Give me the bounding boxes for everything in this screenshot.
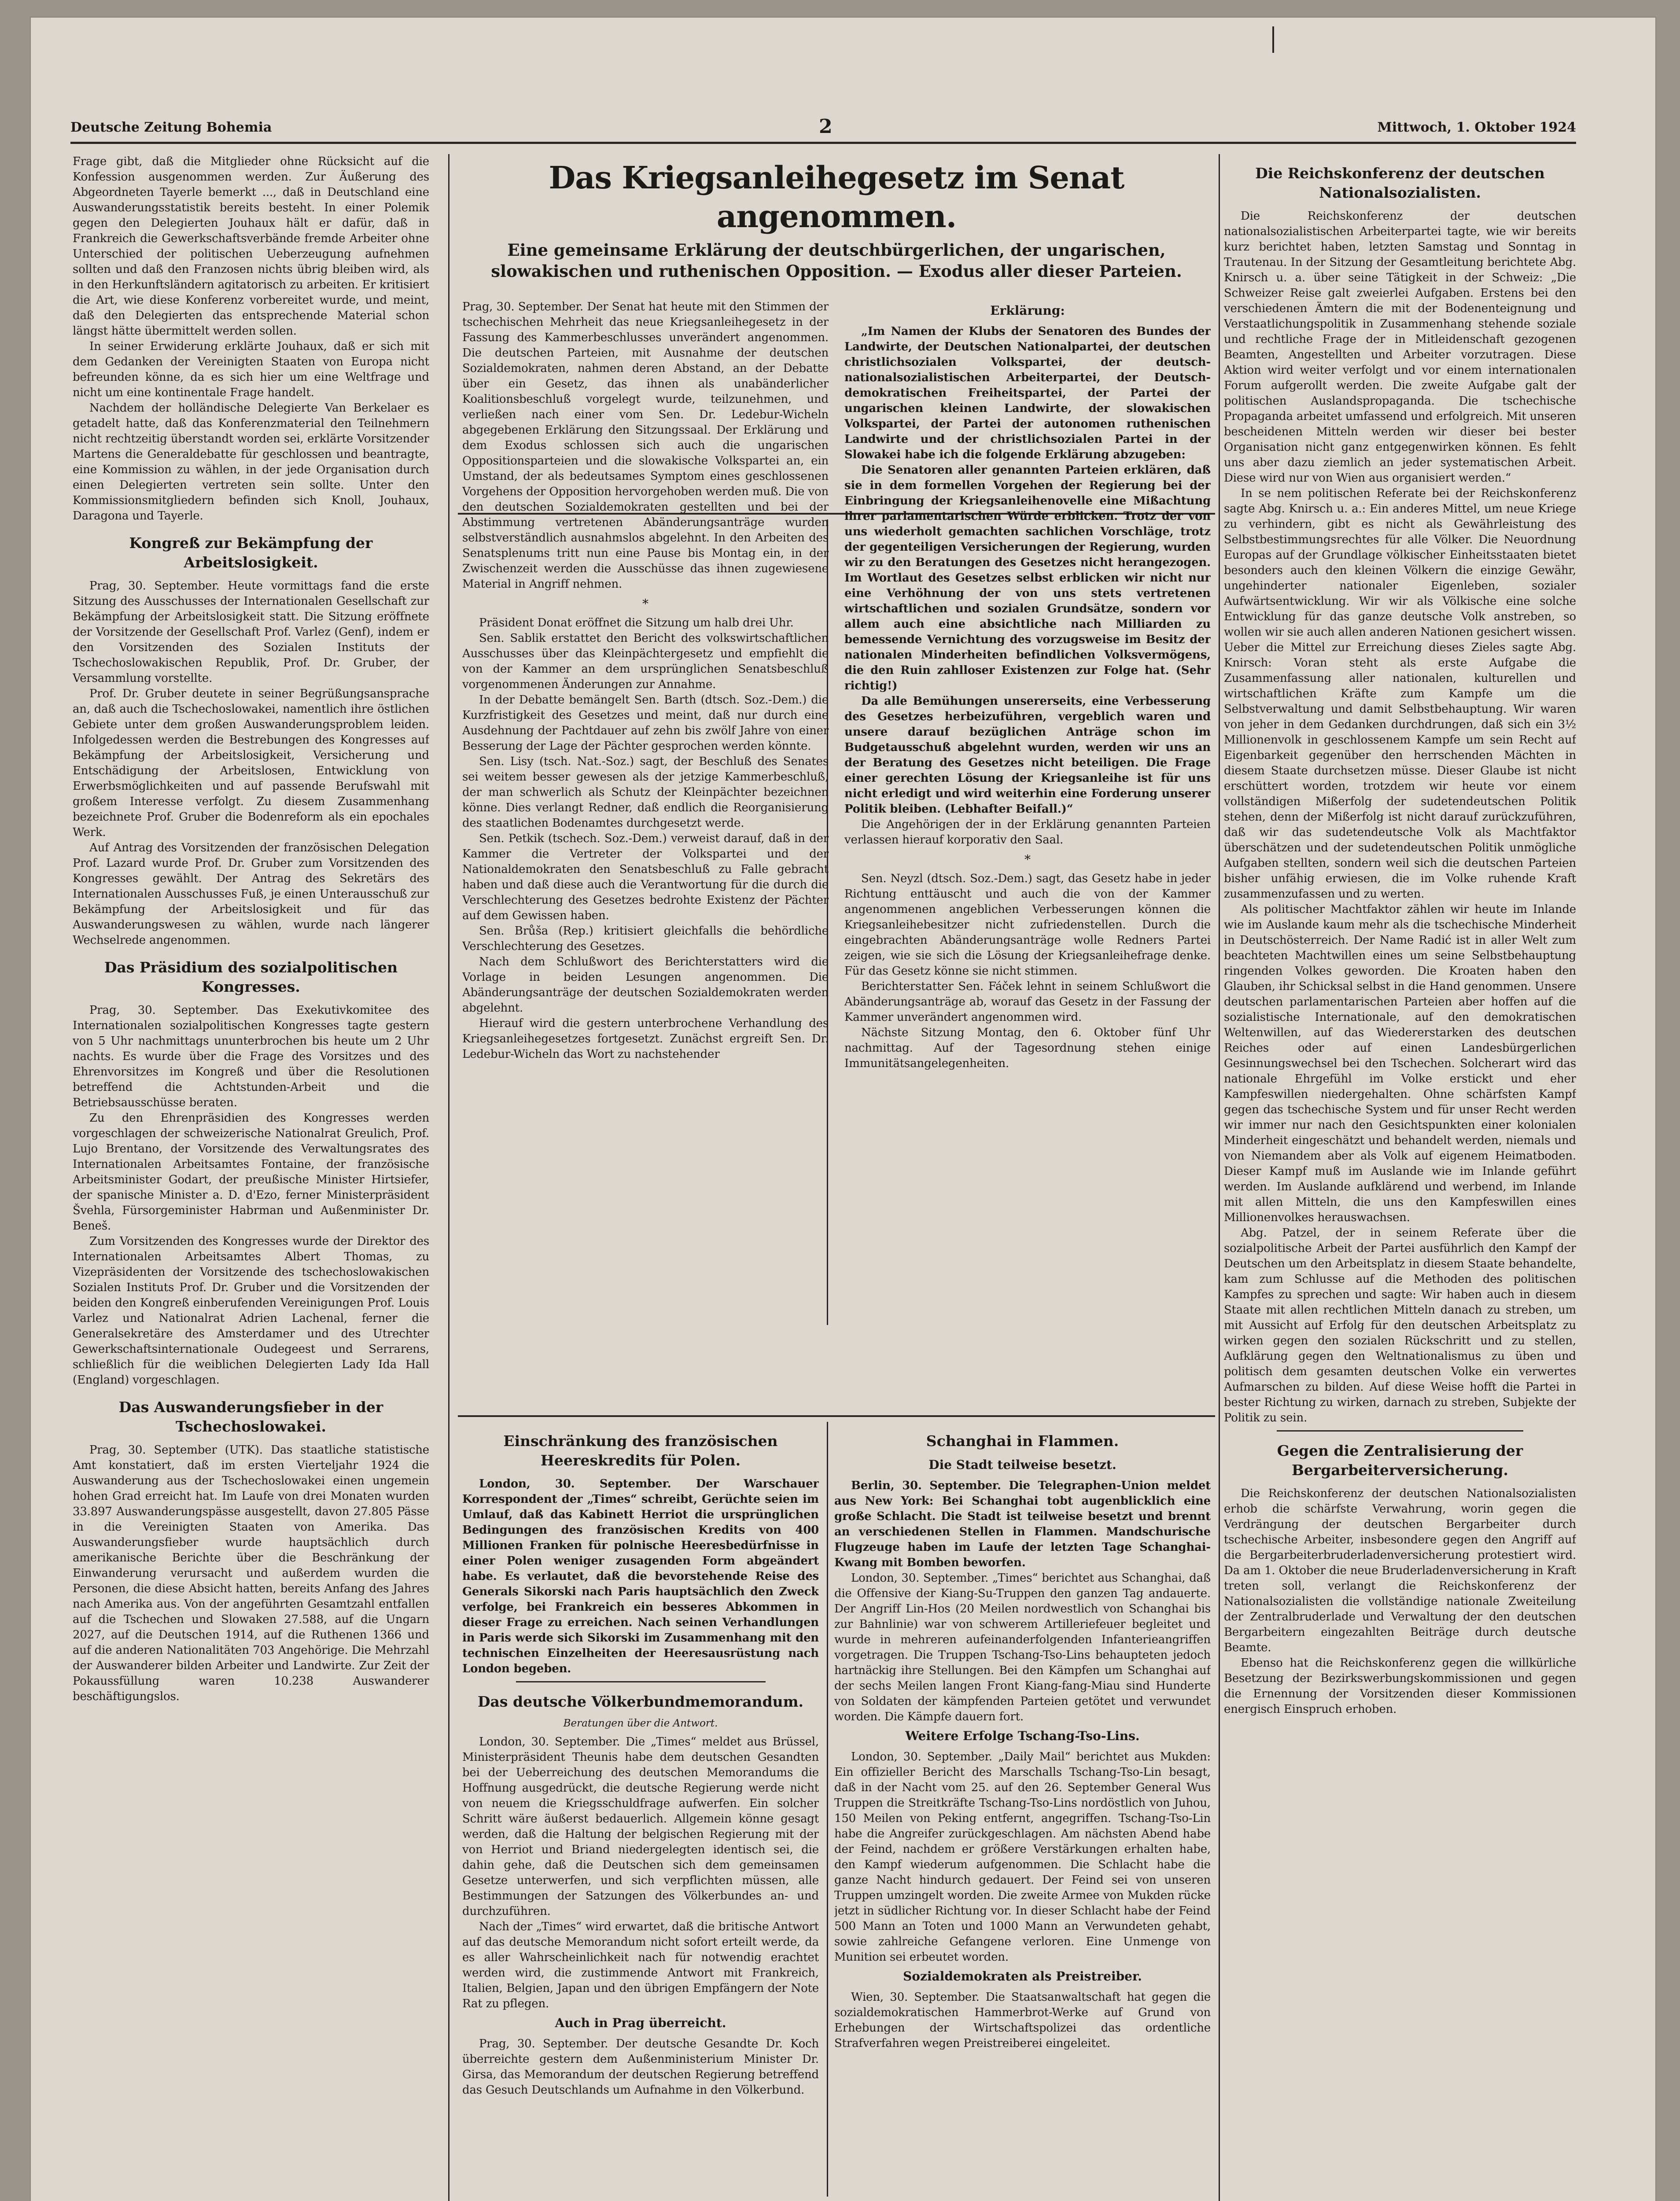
article-headline: Schanghai in Flammen. [926, 1432, 1119, 1450]
article-subheadline: Weitere Erfolge Tschang-Tso-Lins. [905, 1729, 1140, 1743]
column-rule [1219, 154, 1220, 2201]
separator-star: * [1024, 852, 1031, 867]
article-headline: Kongreß zur Bekämpfung der Arbeitslosigkeit. [129, 534, 373, 571]
article-text: Auf Antrag des Vorsitzenden der französischen Delegation Prof. Lazard wurde Prof. Dr. Gruber zum Vorsitzenden des Kongresses gewählt. Der Antrag des Sekretärs des Internationalen Ausschusses Fuß, je einen Unterausschuß zur Bekämpfung der Arbeitslosigkeit und für das Auswanderungswesen zu wählen, wurde nach längerer Wechselrede angenommen. [73, 841, 429, 947]
separator-star: * [642, 596, 648, 611]
divider [516, 1681, 766, 1682]
page-number: 2 [819, 115, 833, 138]
issue-date: Mittwoch, 1. Oktober 1924 [1377, 120, 1576, 135]
article-subheadline: Beratungen über die Antwort. [563, 1718, 718, 1729]
article-text: Die Reichskonferenz der deutschen Nationalsozialisten erhob die schärfste Verwahrung, worin gegen die Verdrängung der deutschen Bergarbeiter durch tschechische Arbeiter, insbesondere gegen den Angriff auf die Bergarbeiterbruderladenversicherung protestiert wird. Da am 1. Oktober die neue Bruderladenversicherung in Kraft treten soll, verlangt die Reichskonferenz der Nationalsozialisten die vollständige nationale Zweiteilung der Zentralbruderlade und Verwaltung der den deutschen Bergarbeitern eingezahlten Beiträge durch deutsche Beamte. [1224, 1487, 1576, 1654]
article-text: In se nem politischen Referate bei der Reichskonferenz sagte Abg. Knirsch u. a.: Ein anderes Mittel, um neue Kriege zu verhindern, gibt es nicht als Gewährleistung des Selbstbestimmungsrechtes für alle Völker. Die Neuordnung Europas auf der Grundlage völkischer Einheitsstaaten bietet besonders auch den kleinen Völkern die einzige Gewähr, ungehinderter nationaler Eigenleben, sozialer Aufwärtsentwicklung. Wir wir als Völkische eine solche Entwicklung für das ganze deutsche Volk anstreben, so wollen wir sie auch allen anderen Nationen gesichert wissen. Ueber die Mittel zur Erreichung dieses Zieles sagte Abg. Knirsch: Voran steht als erste Aufgabe die Zusammenfassung aller nationalen, kulturellen und wirtschaftlichen Kräfte zum Kampfe um die Selbstverwaltung und damit Selbstbehauptung. Wir waren von jeher in dem Gedanken durchdrungen, daß sich ein 3½ Millionenvolk in geschlossenem Kampfe um sein Recht auf Eigenbarkeit gegenüber den herrschenden Mächten in diesem Staate durchsetzen müsse. Dieser Glaube ist nicht erschüttert worden, trotzdem wir heute vor einem vollständigen Mißerfolg der sudetendeutschen Politik stehen, denn der Mißerfolg ist nicht darauf zurückzuführen, daß wir das sudetendeutsche Volk als Machtfaktor überschätzen und der sudetendeutschen Politik unmögliche Aufgaben stellten, sondern weil sich die deutschen Parteien bisher unfähig erwiesen, die im Volke ruhende Kraft zusammenzufassen und zu werten. [1224, 487, 1576, 901]
lead-article [462, 154, 1211, 1417]
article-text: Hierauf wird die gestern unterbrochene Verhandlung des Kriegsanleihegesetzes fortgesetzt. Zunächst ergreift Sen. Dr. Ledebur-Wicheln das Wort zu nachstehender [462, 1017, 829, 1061]
article-text: Berlin, 30. September. Die Telegraphen-Union meldet aus New York: Bei Schanghai tobt augenblicklich eine große Schlacht. Die Stadt ist teilweise besetzt und brennt an verschiedenen Stellen in Flammen. Mandschurische Flugzeuge haben im Laufe der letzten Tage Schanghai-Kwang mit Bomben beworfen. [834, 1479, 1211, 1569]
article-text: In seiner Erwiderung erklärte Jouhaux, daß er sich mit dem Gedanken der Vereinigten Staaten von Europa nicht befreunden könne, da es sich hier um eine Weltfrage und nicht um eine kontinentale Frage handelt. [73, 340, 429, 399]
article-text: Sen. Petkik (tschech. Soz.-Dem.) verweist darauf, daß in der Kammer die Vertreter der Volkspartei und der Nationaldemokraten den Senatsbeschluß zu Falle gebracht haben und daß diese auch die Verantwortung für die durch die Verschlechterung des Gesetzes bedrohte Existenz der Pächter auf dem Gewissen haben. [462, 832, 829, 922]
lead-headline: Das Kriegsanleihegesetz im Senat angenommen. [549, 159, 1124, 235]
article-text: Prag, 30. September (UTK). Das staatliche statistische Amt konstatiert, daß im ersten Vierteljahr 1924 die Auswanderung aus der Tschechoslowakei einen ungemein hohen Grad erreicht hat. Im Laufe von drei Monaten wurden 33.897 Auswanderungspässe ausgestellt, davon 27.805 Pässe in die Vereinigten Staaten von Amerika. Das Auswanderungsfieber wurde hauptsächlich durch amerikanische Berichte über die Beschränkung der Einwanderung verursacht und außerdem wurden die Personen, die diese Absicht hatten, bereits Anfang des Jahres nach Amerika aus. Von der angeführten Gesamtzahl entfallen auf die Tschechen und Slowaken 27.588, auf die Ungarn 2027, auf die Deutschen 1914, auf die Ruthenen 1366 und auf die anderen Nationalitäten 703 Angehörige. Die Mehrzahl der Auswanderer bilden Arbeiter und Landwirte. Zur Zeit der Pokaussfüllung waren 10.238 Auswanderer beschäftigungslos. [73, 1443, 429, 1703]
article-text: Zum Vorsitzenden des Kongresses wurde der Direktor des Internationalen Arbeitsamtes Albert Thomas, zu Vizepräsidenten der Vorsitzende des tschechoslowakischen Sozialen Instituts Prof. Dr. Gruber und die Vorsitzenden der beiden den Kongreß einberufenden Vereinigungen Prof. Louis Varlez und Nationalrat Adrien Lachenal, ferner die Generalsekretäre des Amsterdamer und des Utrechter Gewerkschaftsinternationale Oudegeest und Serrarens, schließlich für die weiblichen Delegierten Lady Ida Hall (England) vorgeschlagen. [73, 1235, 429, 1387]
divider [1277, 1430, 1523, 1432]
article-text: Berichterstatter Sen. Fáček lehnt in seinem Schlußwort die Abänderungsanträge ab, worauf das Gesetz in der Fassung der Kammer unverändert angenommen wird. [844, 980, 1211, 1024]
article-text: Ebenso hat die Reichskonferenz gegen die willkürliche Besetzung der Bezirkswerbungskommissionen und gegen die Ernennung der Vorsitzenden dieser Kommissionen energisch Einspruch erhoben. [1224, 1656, 1576, 1716]
article-subheadline: Sozialdemokraten als Preistreiber. [903, 1969, 1142, 1984]
column-rule [827, 1422, 828, 2197]
article-text: Zu den Ehrenpräsidien des Kongresses werden vorgeschlagen der schweizerische Nationalrat Greulich, Prof. Lujo Brentano, der Vorsitzende des Verwaltungsrates des Internationalen Arbeitsamtes Fontaine, der französische Arbeitsminister Godart, der preußische Minister Hirtsiefer, der spanische Minister a. D. d'Ezo, ferner Ministerpräsident Švehla, Fürsorgeminister Habrman und Außenminister Dr. Beneš. [73, 1112, 429, 1233]
article-text: Sen. Lisy (tsch. Nat.-Soz.) sagt, der Beschluß des Senates sei weitem besser gewesen als der jetzige Kammerbeschluß, der man schwerlich als Schutz der Kleinpächter bezeichnen könne. Dies verlangt Redner, daß endlich die Reorganisierung des staatlichen Bodenamtes durchgesetzt werde. [462, 755, 829, 830]
article-headline: Die Reichskonferenz der deutschen Nationalsozialisten. [1255, 165, 1545, 201]
article-text: Sen. Sablik erstattet den Bericht des volkswirtschaftlichen Ausschusses über das Kleinpächtergesetz und empfiehlt die von der Kammer an dem ursprünglichen Senatsbeschluß vorgenommenen Änderungen zur Annahme. [462, 632, 829, 691]
lead-subheadline: Eine gemeinsame Erklärung der deutschbürgerlichen, der ungarischen, slowakischen und ruthenischen Opposition. — Exodus aller dieser Parteien. [491, 240, 1182, 281]
article-text: Präsident Donat eröffnet die Sitzung um halb drei Uhr. [479, 616, 794, 629]
article-text: Prag, 30. September. Der deutsche Gesandte Dr. Koch überreichte gestern dem Außenministerium Minister Dr. Girsa, das Memorandum der deutschen Regierung betreffend das Gesuch Deutschlands um Aufnahme in den Völkerbund. [462, 2037, 819, 2097]
column-3-lower [834, 1422, 1211, 2197]
article-text: „Im Namen der Klubs der Senatoren des Bundes der Landwirte, der Deutschen Nationalpartei, der deutschen christlichsozialen Volkspartei, der deutsch-nationalsozialistischen Arbeiterpartei, der Deutsch-demokratischen Freiheitspartei, der Partei der ungarischen kleinen Landwirte, der slowakischen Volkspartei, der Partei der autonomen ruthenischen Landwirte und der christlichsozialen Partei in der Slowakei habe ich die folgende Erklärung abzugeben: [844, 325, 1211, 461]
article-text: Als politischer Machtfaktor zählen wir heute im Inlande wie im Auslande kaum mehr als die tschechische Minderheit in Deutschösterreich. Der Name Radić ist in aller Welt zum beachteten Machtwillen eines um seine Selbstbehauptung ringenden Volkes geworden. Die Kroaten haben den Glauben, ihr Schicksal selbst in die Hand genommen. Unsere deutschen parlamentarischen Parteien aber hoffen auf die sozialistische Internationale, auf den demokratischen Weltenwillen, auf das Wiedererstarken des deutschen Reiches oder auf einen Landesbürgerlichen Gesinnungswechsel bei den Tschechen. Solcherart wird das nationale Ehrgefühl im Volke erstickt und eher Kampfeswillen niedergehalten. Ohne schärfsten Kampf gegen das tschechische System und für unser Recht werden wir immer nur nach den Gesichtspunkten einer kolonialen Minderheit eingeschätzt und behandelt werden, niemals und von Niemandem aber als Volk auf eigenem Heimatboden. Dieser Kampf muß im Auslande wie im Inlande geführt werden. Im Auslande aufklärend und werbend, im Inlande mit allen Mitteln, die uns den Kampfeswillen eines Millionenvolkes herauswachsen. [1224, 903, 1576, 1224]
lead-article-left [462, 299, 829, 1071]
page-header [70, 115, 1576, 144]
article-text: Nach dem Schlußwort des Berichterstatters wird die Vorlage in beiden Lesungen angenommen. Die Abänderungsanträge der deutschen Sozialdemokraten werden abgelehnt. [462, 955, 829, 1015]
article-text: Die Senatoren aller genannten Parteien erklären, daß sie in dem formellen Vorgehen der Regierung bei der Einbringung der Kriegsanleihenovelle eine Mißachtung ihrer parlamentarischen Würde erblicken. Trotz der von uns wiederholt gemachten sachlichen Vorschläge, trotz der gegenteiligen Versicherungen der Regierung, wurden wir zu den Beratungen des Gesetzes nicht herangezogen. Im Wortlaut des Gesetzes selbst erblicken wir nicht nur eine Verhöhnung der von uns stets vertretenen wirtschaftlichen und sozialen Grundsätze, sondern vor allem auch eine absichtliche nach Milliarden zu bemessende Vernichtung des vorzugsweise im Besitz der nationalen Minderheiten befindlichen Volksvermögens, die den Ruin zahlloser Existenzen zur Folge hat. (Sehr richtig!) [844, 464, 1211, 692]
article-text: Nachdem der holländische Delegierte Van Berkelaer es getadelt hatte, daß das Konferenzmaterial den Teilnehmern nicht rechtzeitig überstandt worden sei, erklärte Vorsitzender Martens die Generaldebatte für geschlossen und beantragte, eine Kommission zu wählen, in der jede Organisation durch einen Delegierten vertreten sein sollte. Unter den Kommissionsmitgliedern befinden sich Knoll, Jouhaux, Daragona und Tayerle. [73, 401, 429, 523]
article-text: London, 30. September. Der Warschauer Korrespondent der „Times“ schreibt, Gerüchte seien im Umlauf, daß das Kabinett Herriot die ursprünglichen Bedingungen des französischen Kredits von 400 Millionen Franken für polnische Heeresbedürfnisse in einer Polen weniger zusagenden Form abgeändert habe. Es verlautet, daß die bevorstehende Reise des Generals Sikorski nach Paris hauptsächlich den Zweck verfolge, bei Frankreich ein besseres Abkommen in dieser Frage zu erreichen. Nach seinen Verhandlungen in Paris werde sich Sikorski im Zusammenhang mit den technischen Einzelheiten der Heeresausrüstung nach London begeben. [462, 1477, 819, 1675]
column-rule [448, 154, 449, 2201]
article-text: Wien, 30. September. Die Staatsanwaltschaft hat gegen die sozialdemokratischen Hammerbrot-Werke auf Grund von Erhebungen der Wirtschaftspolizei das ordentliche Strafverfahren wegen Preistreiberei eingeleitet. [834, 1991, 1211, 2050]
article-text: Die Angehörigen der in der Erklärung genannten Parteien verlassen hierauf korporativ den Saal. [844, 818, 1211, 847]
article-subheadline: Die Stadt teilweise besetzt. [928, 1458, 1116, 1472]
article-text: Frage gibt, daß die Mitglieder ohne Rücksicht auf die Konfession ausgenommen werden. Zur Äußerung des Abgeordneten Tayerle bemerkt ..., daß in Deutschland eine Auswanderungsstatistik bereits besteht. In einer Polemik gegen den Delegierten Jouhaux hält er dafür, daß in Frankreich die Gewerkschaftsverbände fremde Arbeiter ohne Unterschied der politischen Ueberzeugung aufnehmen sollten und daß den Franzosen nichts übrig bleiben wird, als in den Herkunftsländern agitatorisch zu arbeiten. Er kritisiert die Art, wie diese Konferenz vorbereitet wurde, und meint, daß den Delegierten das entsprechende Material schon längst hätte übermittelt werden sollen. [73, 155, 429, 338]
column-2-lower [462, 1422, 819, 2197]
article-text: Sen. Brůša (Rep.) kritisiert gleichfalls die behördliche Verschlechterung des Gesetzes. [462, 924, 829, 953]
article-text: Da alle Bemühungen unsererseits, eine Verbesserung des Gesetzes herbeizuführen, vergeblich waren und unsere darauf bezüglichen Anträge schon im Budgetausschuß abgelehnt wurden, werden wir uns an der Beratung des Gesetzes nicht beteiligen. Die Frage einer gerechten Lösung der Kriegsanleihe ist für uns nicht erledigt und wird weiterhin eine Forderung unserer Politik bleiben. (Lebhafter Beifall.)“ [844, 695, 1211, 816]
article-text: Sen. Neyzl (dtsch. Soz.-Dem.) sagt, das Gesetz habe in jeder Richtung enttäuscht und auch die von der Kammer angenommenen angeblichen Verbesserungen können die Kriegsanleihebesitzer nicht zufriedenstellen. Durch die eingebrachten Abänderungsanträge wolle Redners Partei zeigen, wie sie sich die Lösung der Kriegsanleihefrage denke. Für das Gesetz könne sie nicht stimmen. [844, 872, 1211, 978]
article-headline: Gegen die Zentralisierung der Bergarbeiterversicherung. [1277, 1442, 1523, 1479]
newspaper-name: Deutsche Zeitung Bohemia [70, 120, 272, 135]
article-text: Prof. Dr. Gruber deutete in seiner Begrüßungsansprache an, daß auch die Tschechoslowakei, namentlich ihre östlichen Gebiete unter dem großen Auswanderungsproblem leiden. Infolgedessen werden die Bestrebungen des Kongresses auf Bekämpfung der Arbeitslosigkeit, Versicherung und Entschädigung der Arbeitslosen, Entwicklung von Erwerbsmöglichkeiten und auf passende Berufswahl mit großem Interesse verfolgt. Zu diesem Zusammenhang bezeichnete Prof. Gruber die Bodenreform als ein epochales Werk. [73, 687, 429, 839]
article-text: Prag, 30. September. Das Exekutivkomitee des Internationalen sozialpolitischen Kongresses tagte gestern von 5 Uhr nachmittags ununterbrochen bis heute um 2 Uhr nachts. Es wurde über die Frage des Vorsitzes und des Ehrenvorsitzes im Kongreß und über die Resolutionen betreffend die Achtstunden-Arbeit und die Betriebsausschüsse beraten. [73, 1004, 429, 1109]
article-text: Die Reichskonferenz der deutschen nationalsozialistischen Arbeiterpartei tagte, wie wir bereits kurz berichtet haben, letzten Samstag und Sonntag in Trautenau. In der Sitzung der Gesamtleitung berichtete Abg. Knirsch u. a. über seine Tätigkeit in der Schweiz: „Die Schweizer Reise galt zweierlei Aufgaben. Erstens bei den verschiedenen Ämtern die mit der Bodenenteignung und Verstaatlichungspolitik in Zusammenhang stehende soziale und rechtliche Frage der in Mitleidenschaft gezogenen Beamten, Angestellten und Arbeiter vorzutragen. Diese Aktion wird weiter verfolgt und vor einem internationalen Forum aufgerollt werden. Die zweite Aufgabe galt der politischen Auslandspropaganda. Die tschechische Propaganda arbeitet umfassend und erfolgreich. Mit unseren bescheidenen Mitteln werden wir dieser bei bester Organisation nicht ganz entgegenwirken können. Es fehlt uns aber dazu ziemlich an jeder systematischen Arbeit. Diese wird nur von Wien aus organisiert werden.“ [1224, 210, 1576, 485]
declaration-title: Erklärung: [990, 303, 1065, 318]
lead-article-right [844, 299, 1211, 1071]
article-headline: Das deutsche Völkerbundmemorandum. [477, 1693, 804, 1710]
column-1 [73, 154, 429, 2201]
article-headline: Das Auswanderungsfieber in der Tschechoslowakei. [118, 1399, 383, 1435]
article-text: Prag, 30. September. Heute vormittags fand die erste Sitzung des Ausschusses der Internationalen Gesellschaft zur Bekämpfung der Arbeitslosigkeit statt. Die Sitzung eröffnete der Vorsitzende der Gesellschaft Prof. Varlez (Genf), indem er den Vorsitzenden des Sozialen Instituts der Tschechoslowakischen Republik, Prof. Dr. Gruber, der Versammlung vorstellte. [73, 579, 429, 685]
article-subheadline: Auch in Prag überreicht. [555, 2016, 726, 2030]
article-text: London, 30. September. „Times“ berichtet aus Schanghai, daß die Offensive der Kiang-Su-Truppen den ganzen Tag andauerte. Der Angriff Lin-Hos (20 Meilen nordwestlich von Schanghai bis zur Bahnlinie) war von schwerem Artilleriefeuer begleitet und wurde in mehreren aufeinanderfolgenden Infanterieangriffen vorgetragen. Die Truppen Tschang-Tso-Lins behaupteten jedoch hartnäckig ihre Stellungen. Bei den Kämpfen um Schanghai auf der sechs Meilen langen Front Kiang-fang-Miau sind Hunderte von Soldaten der kämpfenden Parteien getötet und verwundet worden. Die Kämpfe dauern fort. [834, 1572, 1211, 1723]
article-headline: Das Präsidium des sozialpolitischen Kongresses. [104, 959, 398, 995]
article-text: Nach der „Times“ wird erwartet, daß die britische Antwort auf das deutsche Memorandum nicht sofort erteilt werde, da es aller Wahrscheinlichkeit nach für notwendig erachtet werden wird, die zustimmende Antwort mit Frankreich, Italien, Belgien, Japan und den übrigen Empfängern der Note Rat zu pflegen. [462, 1920, 819, 2010]
article-headline: Einschränkung des französischen Heereskredits für Polen. [503, 1432, 778, 1469]
article-text: London, 30. September. „Daily Mail“ berichtet aus Mukden: Ein offizieller Bericht des Marschalls Tschang-Tso-Lin besagt, daß in der Nacht vom 25. auf den 26. September General Wus Truppen die Streitkräfte Tschang-Tso-Lins nordöstlich von Juhou, 150 Meilen von Peking entfernt, angegriffen. Tschang-Tso-Lin habe die Angreifer zurückgeschlagen. Am nächsten Abend habe der Feind, nachdem er größere Verstärkungen erhalten habe, den Kampf wiederum aufgenommen. Die Schlacht habe die ganze Nacht hindurch gedauert. Der Feind sei von unseren Truppen umzingelt worden. Die zweite Armee von Mukden rücke jetzt in südlicher Richtung vor. In dieser Schlacht habe der Feind 500 Mann an Toten und 1000 Mann an Verwundeten gehabt, sowie zahlreiche Gefangene verloren. Eine Unmenge von Munition sei erbeutet worden. [834, 1750, 1211, 1964]
article-text: In der Debatte bemängelt Sen. Barth (dtsch. Soz.-Dem.) die Kurzfristigkeit des Gesetzes und meint, daß nur durch eine Ausdehnung der Pachtdauer auf zehn bis zwölf Jahre von einer Besserung der Lage der Pächter gesprochen werden könnte. [462, 693, 829, 753]
article-text: Prag, 30. September. Der Senat hat heute mit den Stimmen der tschechischen Mehrheit das neue Kriegsanleihegesetz in der Fassung des Kammerbeschlusses unverändert angenommen. Die deutschen Parteien, mit Ausnahme der deutschen Sozialdemokraten, nahmen deren Abstand, an der Debatte über ein Gesetz, das ihnen als unabänderlicher Koalitionsbeschluß vorgelegt wurde, teilzunehmen, und verließen nach einer vom Sen. Dr. Ledebur-Wicheln abgegebenen Erklärung den Sitzungssaal. Der Erklärung und dem Exodus schlossen sich auch die ungarischen Oppositionsparteien und die slowakische Volkspartei an, ein Umstand, der als bedeutsames Symptom eines geschlossenen Vorgehens der Opposition hervorgehoben werden muß. Die von den deutschen Sozialdemokraten gestellten und bei der Abstimmung vertretenen Abänderungsanträge wurden selbstverständlich ausnahmslos abgelehnt. In den Arbeiten des Senatsplenums tritt nun eine Pause bis Montag ein, in der Zwischenzeit werden die Ausschüsse das ihnen zugewiesene Material in Angriff nehmen. [462, 300, 829, 591]
page-mark [1272, 26, 1274, 53]
column-4 [1224, 154, 1576, 2201]
article-text: London, 30. September. Die „Times“ meldet aus Brüssel, Ministerpräsident Theunis habe dem deutschen Gesandten bei der Ueberreichung des deutschen Memorandums die Hoffnung ausgedrückt, die deutsche Regierung werde nicht von neuem die Kriegsschuldfrage aufwerfen. Ein solcher Schritt wäre äußerst bedauerlich. Allgemein könne gesagt werden, daß die Haltung der belgischen Regierung mit der von Herriot und Briand niedergelegten identisch sei, die dahin gehe, daß die Deutschen sich dem gemeinsamen Gesetze unterwerfen, und sich verpflichten müssen, alle Bestimmungen der Satzungen des Völkerbundes an- und durchzuführen. [462, 1735, 819, 1918]
article-text: Abg. Patzel, der in seinem Referate über die sozialpolitische Arbeit der Partei ausführlich den Kampf der Deutschen um den Arbeitsplatz in diesem Staate behandelte, kam zum Schlusse auf die Methoden des politischen Kampfes zu sprechen und sagte: Wir haben auch in diesem Staate mit allen rechtlichen Mitteln danach zu streben, um mit Aussicht auf Erfolg für den deutschen Arbeitsplatz zu wirken gegen den sozialen Rückschritt und zu stellen, Aufklärung gegen den Weltnationalismus zu üben und politisch dem gesamten deutschen Volke ein verwertes Aufmarschen zu bilden. Auf diese Weise hofft die Partei in bester Richtung zu wirken, darnach zu streben, Subjekte der Politik zu sein. [1224, 1226, 1576, 1424]
article-text: Nächste Sitzung Montag, den 6. Oktober fünf Uhr nachmittag. Auf der Tagesordnung stehen einige Immunitätsangelegenheiten. [844, 1026, 1211, 1070]
